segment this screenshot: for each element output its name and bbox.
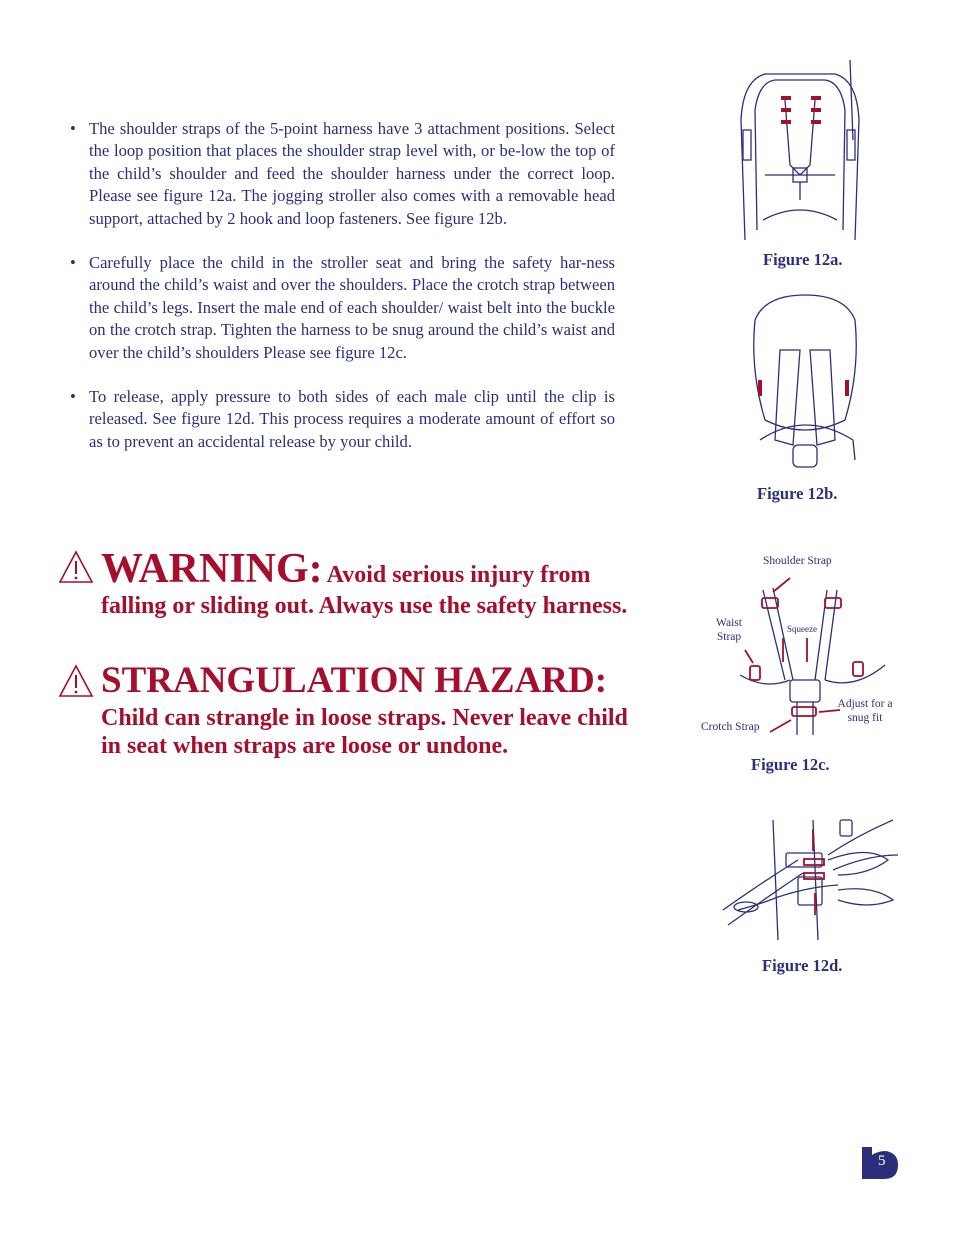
label-adjust: Adjust for a snug fit xyxy=(837,698,893,724)
label-squeeze: Squeeze xyxy=(787,624,817,634)
page-number: 5 xyxy=(878,1153,886,1169)
label-shoulder-strap: Shoulder Strap xyxy=(763,555,832,567)
hook-loop-fasteners xyxy=(758,380,849,396)
head-support-outline xyxy=(754,295,857,430)
figure-12a-caption: Figure 12a. xyxy=(763,250,843,269)
instruction-item: • The shoulder straps of the 5-point harness have 3 attachment positions. Select the loop position that places the shoulder strap level with, or be-low the top of the child’s shoulder and feed the shoulder harness under the correct loop. Please see figure 12a. The jogging stroller also comes with a removable head support, attached by 2 hook and loop fasteners. See figure 12b. xyxy=(70,119,615,228)
warning-triangle-icon xyxy=(58,550,94,584)
warning-block xyxy=(58,546,628,620)
strangulation-text: Child can strangle in loose straps. Never leave child in seat when straps are loose or undone. xyxy=(101,705,628,759)
figure-12c-caption: Figure 12c. xyxy=(751,755,830,774)
strangulation-heading: STRANGULATION HAZARD: xyxy=(101,660,608,701)
warning-text-rest: falling or sliding out. Always use the safety harness. xyxy=(101,593,628,619)
instruction-item: • Carefully place the child in the stroller seat and bring the safety har-ness around the child’s waist and over the shoulders. Place the crotch strap between the child’s legs. Insert the male end of each shoulder/ waist belt into the buckle on the crotch strap. Tighten the harness to be snug around the child’s waist and over the child’s shoulders Please see figure 12c. xyxy=(70,253,615,362)
warning-heading: WARNING: xyxy=(101,546,323,592)
strangulation-block xyxy=(58,660,628,760)
label-crotch-strap: Crotch Strap xyxy=(701,721,760,733)
instructions-list xyxy=(70,118,615,475)
figure-12a-image xyxy=(735,60,865,250)
figure-12b-caption: Figure 12b. xyxy=(757,484,838,503)
figure-12d-caption: Figure 12d. xyxy=(762,956,843,975)
warning-text: Avoid serious injury from xyxy=(326,562,591,588)
figure-12d-image xyxy=(718,815,903,945)
warning-triangle-icon xyxy=(58,664,94,698)
label-waist-strap: Waist Strap xyxy=(716,617,742,643)
instruction-item: • To release, apply pressure to both sides of each male clip until the clip is released. See figure 12d. This process requires a moderate amount of effort so as to prevent an accidental release by your child. xyxy=(70,387,615,451)
